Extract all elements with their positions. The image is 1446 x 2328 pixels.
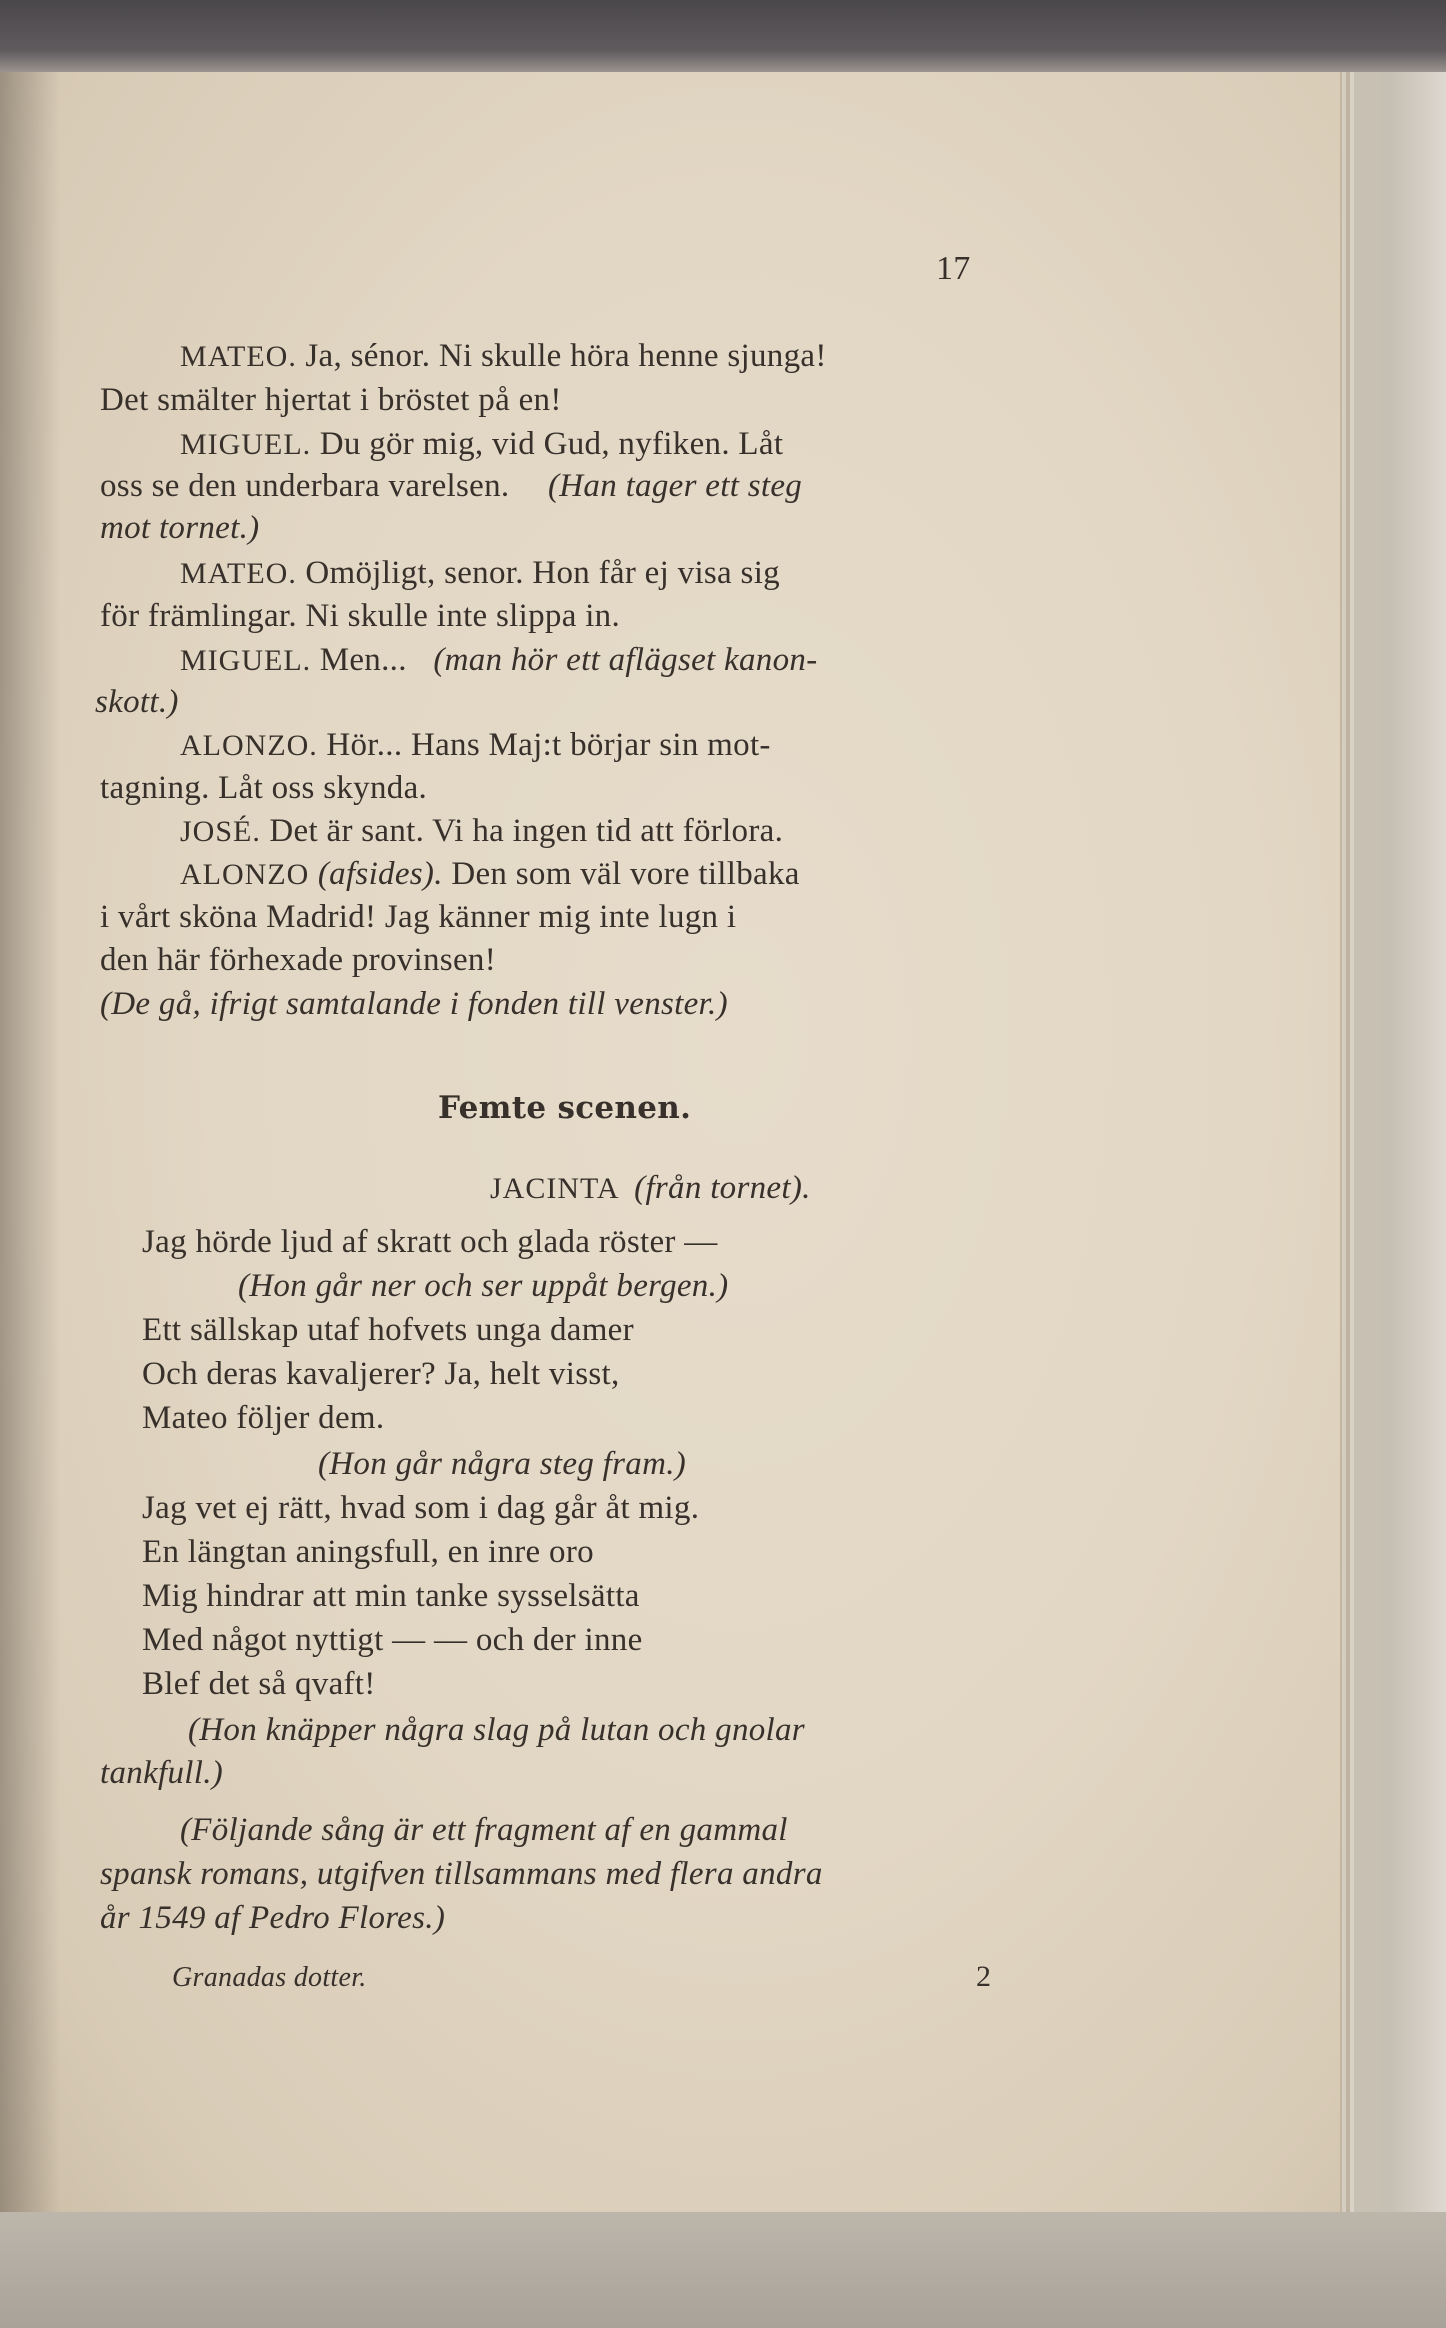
speaker-name: JACINTA: [490, 1172, 620, 1205]
page-number: 17: [936, 250, 971, 287]
dialogue-line: [100, 382, 562, 419]
line-text: tagning. Låt oss skynda.: [100, 770, 428, 806]
line-text: Det smälter hjertat i bröstet på en!: [100, 382, 562, 418]
dialogue-line: [180, 813, 783, 850]
scan-bottom-background: [0, 2212, 1446, 2328]
stage-direction: (från tornet).: [634, 1170, 811, 1206]
speaker-name: ALONZO: [180, 858, 310, 891]
dialogue-line: [100, 770, 427, 807]
scene-heading: Femte scenen.: [438, 1090, 692, 1126]
dialogue-line: [180, 856, 800, 893]
line-text: Den som väl vore tillbaka: [442, 856, 800, 892]
verse-line: Mateo följer dem.: [142, 1400, 385, 1436]
line-text: den här förhexade provinsen!: [100, 942, 496, 978]
stage-direction: (afsides).: [317, 856, 443, 892]
editorial-note: år 1549 af Pedro Flores.): [100, 1900, 446, 1936]
dialogue-line: [100, 942, 496, 979]
dialogue-line: [180, 426, 783, 463]
stage-direction: (De gå, ifrigt samtalande i fonden till venster.): [100, 986, 728, 1022]
verse-line: En längtan aningsfull, en inre oro: [142, 1534, 594, 1570]
speaker-name: MATEO.: [180, 557, 297, 590]
stage-direction: (Hon går några steg fram.): [318, 1446, 687, 1482]
dialogue-line: [180, 338, 827, 375]
editorial-note: (Följande sång är ett fragment af en gammal: [180, 1812, 788, 1848]
line-text: Du gör mig, vid Gud, nyfiken. Låt: [311, 426, 784, 462]
dialogue-line: [100, 598, 620, 635]
speaker-name: ALONZO.: [180, 729, 318, 762]
verse-line: Jag vet ej rätt, hvad som i dag går åt mig.: [142, 1490, 700, 1526]
dialogue-line: [100, 468, 802, 505]
speaker-name: JOSÉ.: [180, 815, 261, 848]
stage-direction: tankfull.): [100, 1755, 224, 1791]
stage-direction: mot tornet.): [100, 510, 260, 546]
stage-direction: (Hon knäpper några slag på lutan och gnolar: [188, 1712, 805, 1748]
stage-direction: (Hon går ner och ser uppåt bergen.): [238, 1268, 729, 1304]
verse-line: Jag hörde ljud af skratt och glada röster —: [142, 1224, 718, 1260]
line-text: Det är sant. Vi ha ingen tid att förlora.: [260, 813, 784, 849]
footer-title: Granadas dotter.: [172, 1962, 367, 1993]
line-text: för främlingar. Ni skulle inte slippa in.: [100, 598, 621, 634]
verse-line: Och deras kavaljerer? Ja, helt visst,: [142, 1356, 620, 1392]
dialogue-line: [180, 642, 818, 679]
dialogue-line: [100, 899, 736, 936]
line-text: Hör... Hans Maj:t börjar sin mot-: [317, 727, 771, 763]
verse-line: Ett sällskap utaf hofvets unga damer: [142, 1312, 634, 1348]
speaker-name: MIGUEL.: [180, 644, 312, 677]
line-text: Omöjligt, senor. Hon får ej visa sig: [296, 555, 780, 591]
line-text: Ja, sénor. Ni skulle höra henne sjunga!: [296, 338, 827, 374]
stage-direction: skott.): [95, 684, 179, 720]
editorial-note: spansk romans, utgifven tillsammans med flera andra: [100, 1856, 823, 1892]
stage-direction: (man hör ett aflägset kanon-: [433, 642, 818, 678]
scan-top-background: [0, 0, 1446, 72]
speaker-name: MATEO.: [180, 340, 297, 373]
signature-mark: 2: [976, 1960, 992, 1993]
verse-line: Med något nyttigt — — och der inne: [142, 1622, 643, 1658]
line-text: Men...: [311, 642, 407, 678]
dialogue-line: [180, 555, 780, 592]
speaker-name: MIGUEL.: [180, 428, 312, 461]
verse-line: Mig hindrar att min tanke sysselsätta: [142, 1578, 640, 1614]
stage-direction: (Han tager ett steg: [548, 468, 803, 504]
line-text: oss se den underbara varelsen.: [100, 468, 510, 504]
dialogue-line: [180, 727, 771, 764]
line-text: i vårt sköna Madrid! Jag känner mig inte lugn i: [100, 899, 737, 935]
verse-line: Blef det så qvaft!: [142, 1666, 376, 1702]
speaker-heading: [490, 1170, 811, 1207]
